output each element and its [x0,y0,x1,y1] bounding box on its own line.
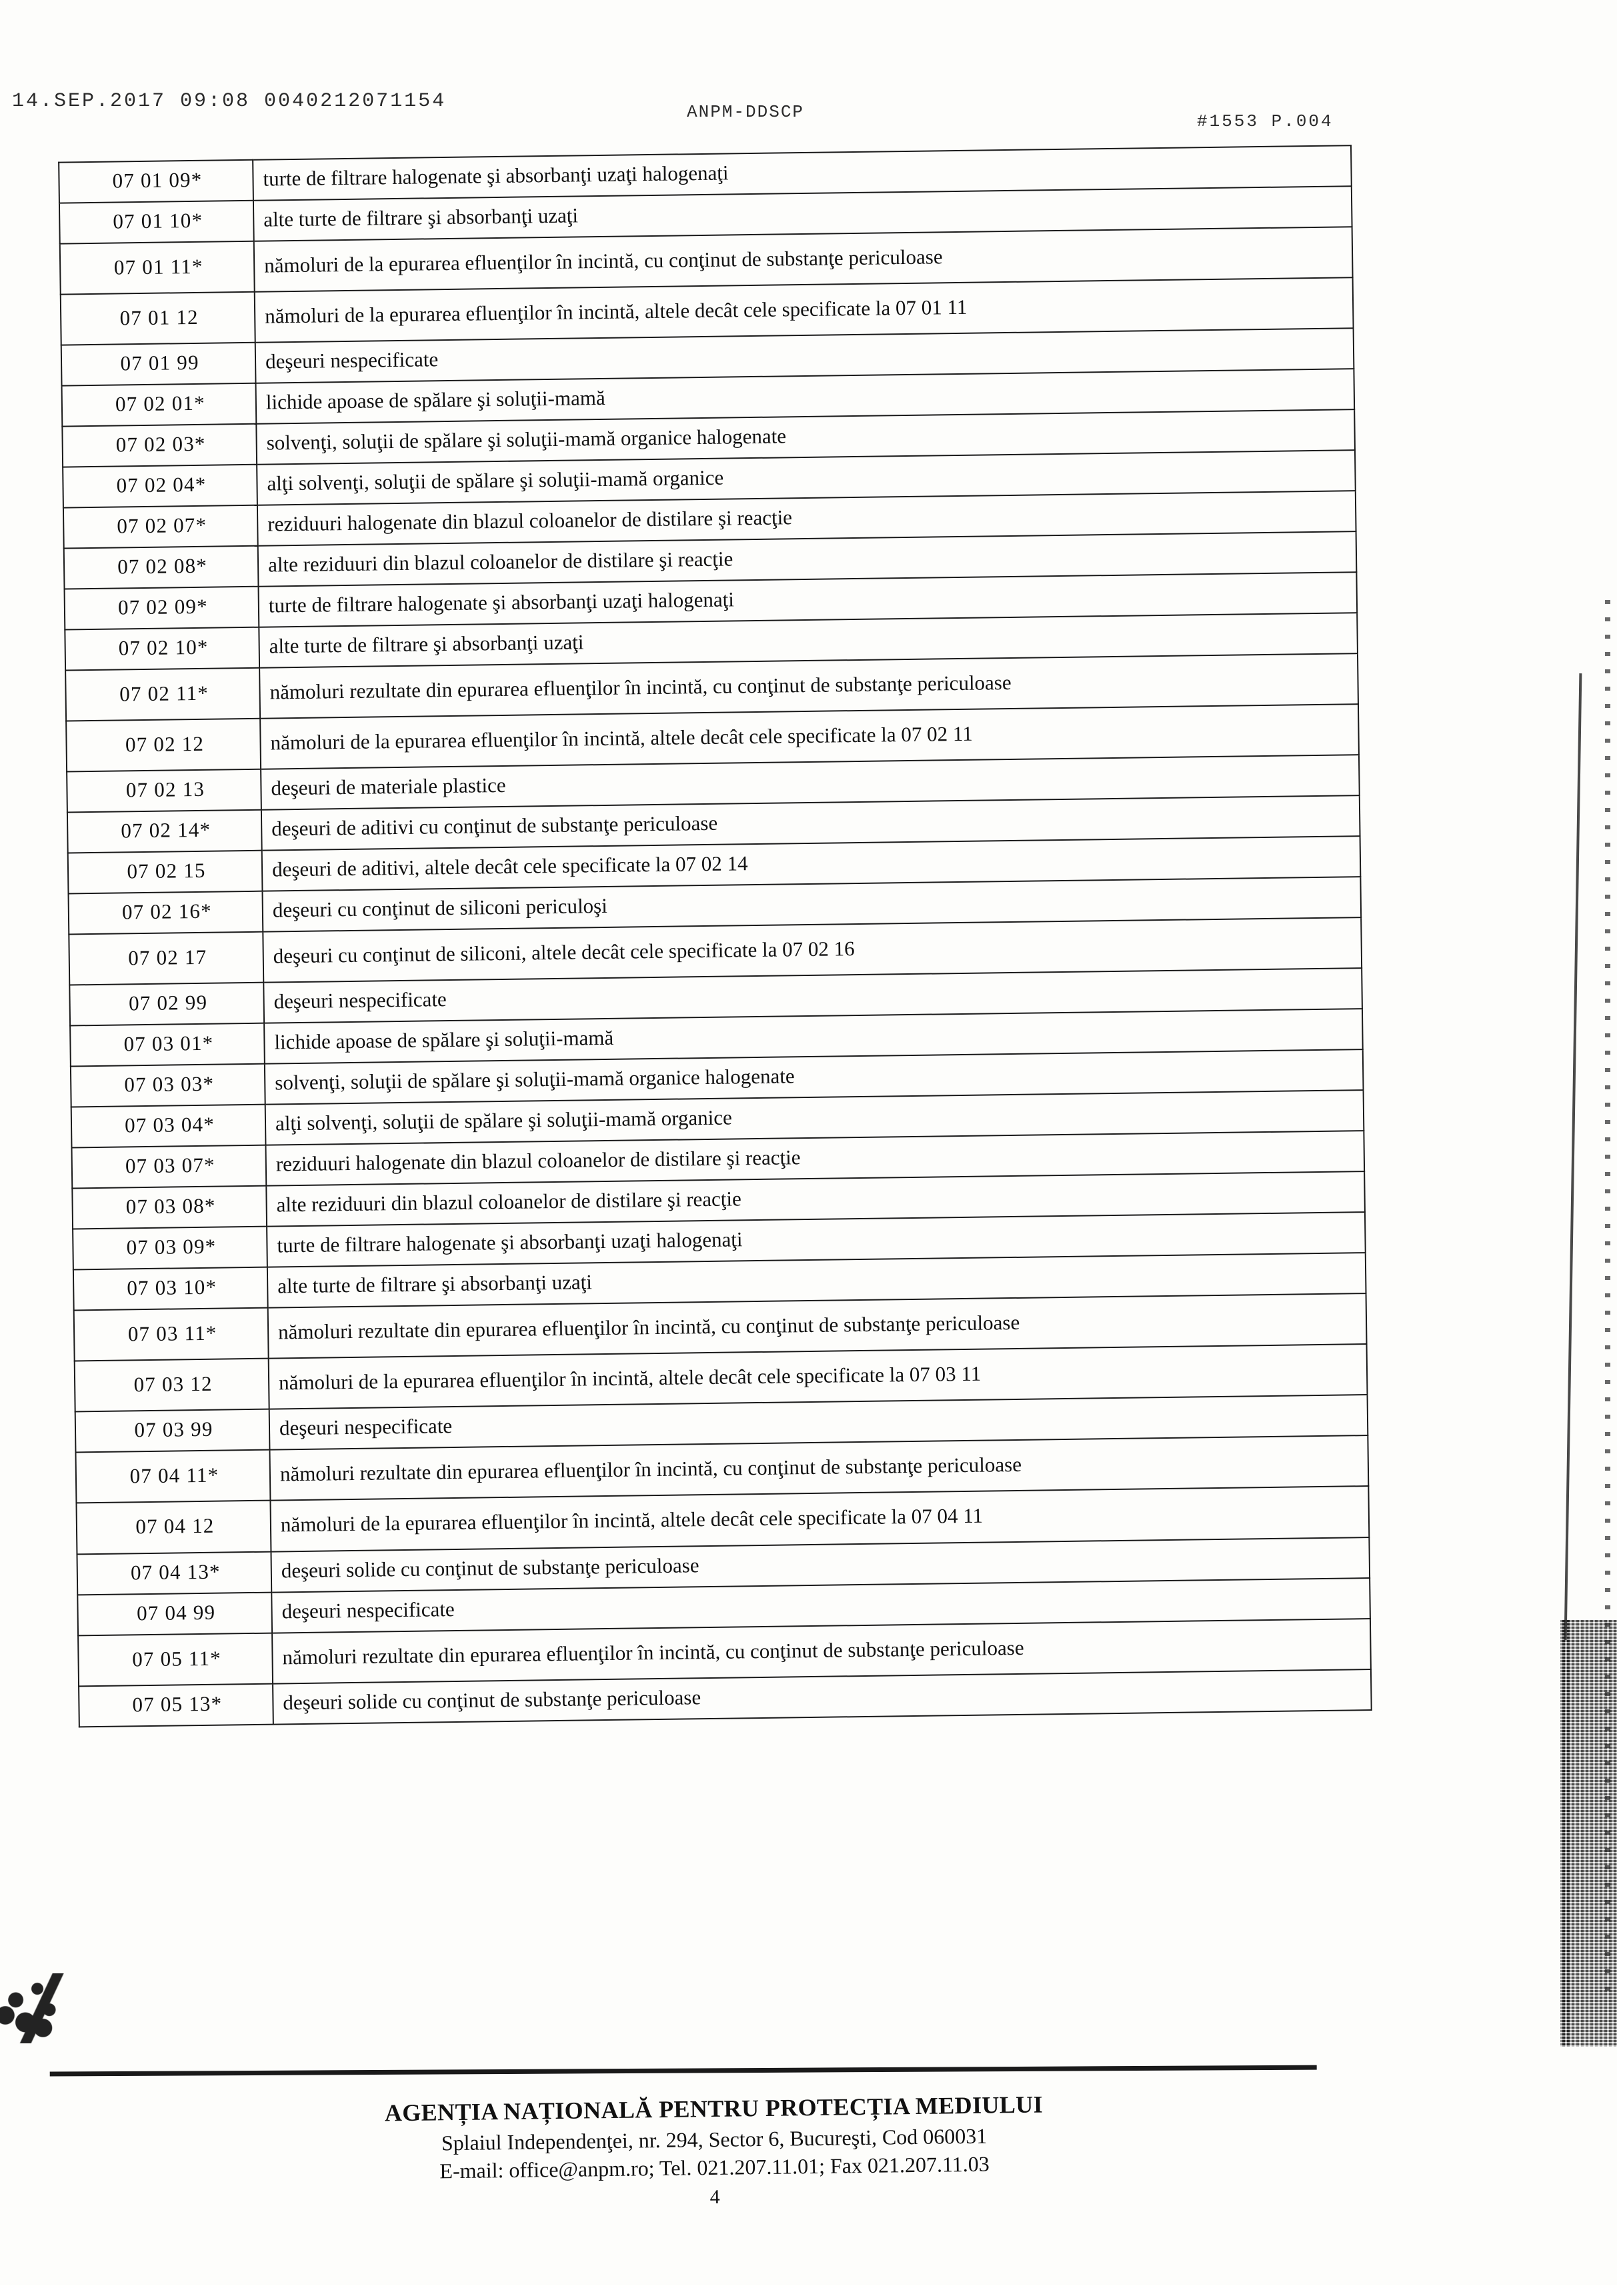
waste-code-cell: 07 03 99 [75,1409,270,1453]
waste-code-cell: 07 01 12 [61,292,255,345]
waste-description-cell: solvenţi, soluţii de spălare şi soluţii-mamă organice halogenate [256,409,1355,465]
waste-code-cell: 07 02 15 [68,851,263,894]
waste-description-cell: turte de filtrare halogenate şi absorbanţi uzaţi halogenaţi [267,1212,1366,1267]
waste-description-cell: reziduuri halogenate din blazul coloanelor de distilare şi reacţie [257,491,1356,546]
waste-code-cell: 07 03 12 [75,1359,269,1412]
waste-description-cell: deşeuri de materiale plastice [261,755,1360,810]
waste-code-cell: 07 02 01* [62,383,257,427]
waste-description-cell: reziduuri halogenate din blazul coloanelor de distilare şi reacţie [265,1131,1364,1186]
waste-code-cell: 07 03 07* [72,1145,267,1189]
fax-header-sender: 14.SEP.2017 09:08 0040212071154 [12,90,447,113]
waste-description-cell: deşeuri nespecificate [271,1578,1370,1633]
page-footer [13,2085,1415,2217]
waste-description-cell: deşeuri cu conţinut de siliconi periculoşi [262,877,1361,932]
waste-description-cell: deşeuri solide cu conţinut de substanţe periculoase [273,1669,1372,1725]
waste-description-cell: nămoluri rezultate din epurarea efluenţilor în incintă, cu conţinut de substanţe periculoase [259,653,1358,719]
fax-header-station-id: ANPM-DDSCP [687,102,805,122]
waste-code-cell: 07 03 09* [73,1227,267,1270]
waste-description-cell: deşeuri de aditivi cu conţinut de substanţe periculoase [261,795,1360,851]
waste-description-cell: deşeuri cu conţinut de siliconi, altele decât cele specificate la 07 02 16 [263,917,1362,983]
waste-code-cell: 07 02 12 [66,719,261,772]
footer-organization: AGENȚIA NAȚIONALĂ PENTRU PROTECȚIA MEDIULUI [384,2091,1044,2127]
waste-description-cell: alţi solvenţi, soluţii de spălare şi soluţii-mamă organice [257,450,1356,505]
waste-description-cell: alţi solvenţi, soluţii de spălare şi soluţii-mamă organice [265,1090,1364,1145]
waste-description-cell: nămoluri de la epurarea efluenţilor în incintă, altele decât cele specificate la 07 03 11 [269,1345,1368,1410]
waste-description-cell: alte reziduuri din blazul coloanelor de distilare şi reacţie [258,531,1357,587]
waste-code-cell: 07 05 13* [79,1683,273,1727]
scan-smudge-artifact [0,1973,73,2043]
waste-code-cell: 07 02 08* [64,546,259,589]
waste-code-cell: 07 01 11* [60,241,255,295]
waste-description-cell: deşeuri de aditivi, altele decât cele specificate la 07 02 14 [262,836,1361,891]
waste-description-cell: nămoluri rezultate din epurarea efluenţilor în incintă, cu conţinut de substanţe periculoase [272,1619,1371,1684]
waste-code-cell: 07 02 10* [65,627,259,671]
waste-code-cell: 07 03 11* [74,1308,269,1361]
waste-code-cell: 07 01 09* [59,160,253,203]
waste-description-cell: deşeuri nespecificate [255,328,1354,383]
waste-code-cell: 07 02 16* [69,891,263,935]
waste-description-cell: solvenţi, soluţii de spălare şi soluţii-mamă organice halogenate [265,1049,1364,1105]
waste-code-cell: 07 02 04* [63,465,257,508]
waste-description-cell: nămoluri de la epurarea efluenţilor în incintă, altele decât cele specificate la 07 02 11 [260,704,1359,769]
waste-code-cell: 07 02 07* [63,505,258,549]
waste-code-cell: 07 02 17 [69,932,263,985]
waste-code-cell: 07 02 13 [67,769,261,813]
waste-description-cell: alte reziduuri din blazul coloanelor de distilare şi reacţie [266,1171,1365,1227]
waste-code-cell: 07 03 10* [73,1267,268,1311]
waste-code-cell: 07 03 03* [71,1064,265,1107]
waste-description-cell: nămoluri de la epurarea efluenţilor în incintă, cu conţinut de substanţe periculoase [254,227,1353,292]
waste-code-cell: 07 04 99 [77,1592,272,1635]
waste-code-cell: 07 04 12 [76,1501,271,1554]
waste-description-cell: lichide apoase de spălare şi soluţii-mamă [264,1009,1363,1064]
footer-contact: E-mail: office@anpm.ro; Tel. 021.207.11.01; Fax 021.207.11.03 [439,2151,990,2183]
waste-code-cell: 07 03 04* [71,1105,266,1148]
waste-description-cell: deşeuri nespecificate [269,1395,1368,1451]
fax-header-page-id: #1553 P.004 [1197,111,1334,131]
waste-code-cell: 07 04 13* [77,1551,271,1595]
footer-address: Splaiul Independenţei, nr. 294, Sector 6, Bucureşti, Cod 060031 [441,2123,988,2155]
waste-code-cell: 07 01 99 [61,343,256,386]
waste-code-cell: 07 02 03* [62,424,257,467]
waste-description-cell: turte de filtrare halogenate şi absorbanţi uzaţi halogenaţi [259,572,1358,627]
footer-divider [50,2065,1317,2077]
waste-code-cell: 07 02 99 [69,983,264,1026]
waste-code-cell: 07 02 11* [65,668,260,721]
page-number: 4 [709,2185,720,2209]
waste-description-cell: nămoluri de la epurarea efluenţilor în incintă, altele decât cele specificate la 07 04 11 [270,1487,1369,1552]
waste-description-cell: lichide apoase de spălare şi soluţii-mamă [256,369,1355,424]
waste-description-cell: nămoluri rezultate din epurarea efluenţilor în incintă, cu conţinut de substanţe periculoase [268,1294,1367,1359]
waste-code-cell: 07 02 14* [67,810,262,853]
waste-description-cell: nămoluri de la epurarea efluenţilor în incintă, altele decât cele specificate la 07 01 11 [255,277,1354,343]
waste-description-cell: alte turte de filtrare şi absorbanţi uzaţi [259,613,1358,668]
waste-code-cell: 07 03 08* [72,1186,267,1229]
waste-description-cell: deşeuri solide cu conţinut de substanţe periculoase [271,1537,1370,1593]
waste-description-cell: turte de filtrare halogenate şi absorbanţi uzaţi halogenaţi [253,145,1352,201]
waste-code-table-body [59,145,1372,1727]
waste-code-cell: 07 01 10* [59,201,254,244]
scan-edge-dots-artifact [1605,600,1610,2000]
waste-description-cell: deşeuri nespecificate [263,968,1362,1023]
waste-description-cell: alte turte de filtrare şi absorbanţi uzaţi [267,1253,1366,1308]
waste-code-table [58,145,1372,1727]
waste-code-cell: 07 03 01* [70,1023,265,1067]
waste-code-cell: 07 02 09* [65,587,259,630]
waste-description-cell: nămoluri rezultate din epurarea efluenţilor în incintă, cu conţinut de substanţe periculoase [269,1436,1368,1501]
waste-description-cell: alte turte de filtrare şi absorbanţi uzaţi [253,186,1352,241]
waste-code-cell: 07 05 11* [78,1633,273,1686]
waste-code-cell: 07 04 11* [75,1450,270,1503]
